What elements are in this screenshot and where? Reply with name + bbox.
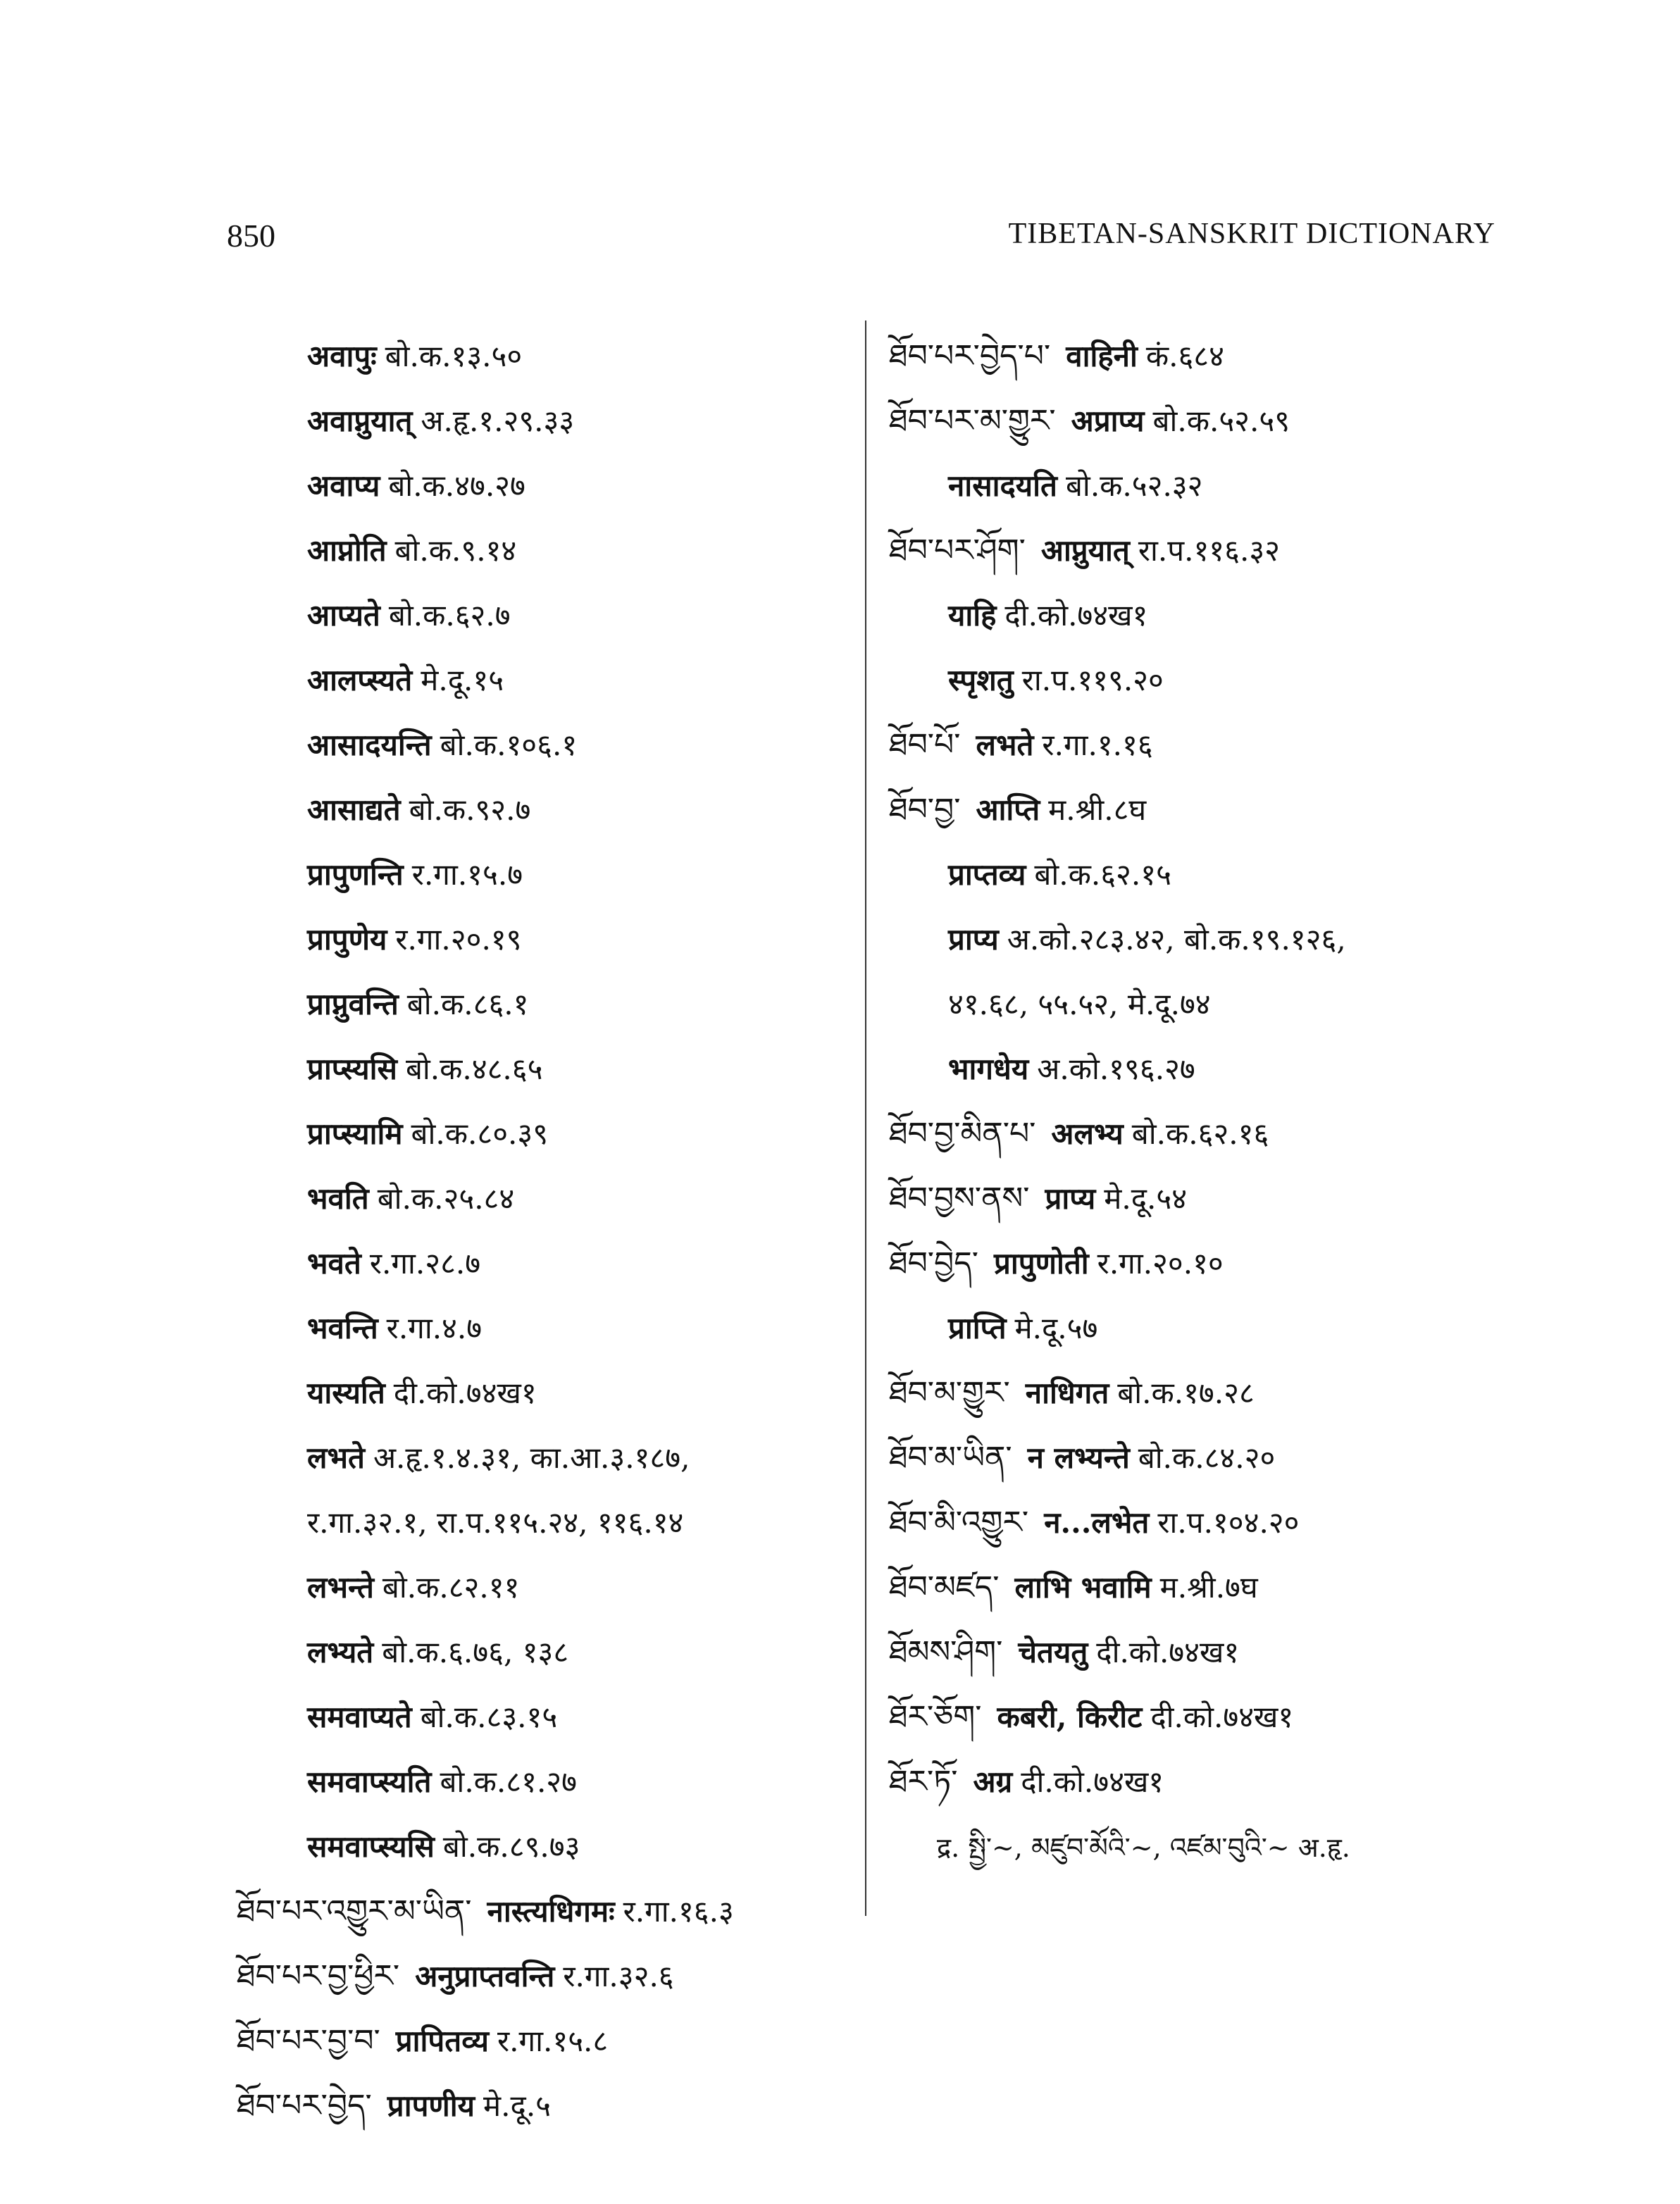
dictionary-entry <box>237 389 857 454</box>
sanskrit-equivalent: लभते <box>307 1440 365 1475</box>
source-reference: र.गा.१५.८ <box>497 2024 609 2058</box>
sanskrit-equivalent: समवाप्स्यसि <box>307 1829 435 1864</box>
source-reference: बो.क.१०६.१ <box>440 728 578 762</box>
sanskrit-equivalent: नाधिगत <box>1025 1376 1109 1410</box>
dictionary-entry <box>237 1685 857 1750</box>
dictionary-entry <box>237 1879 857 1944</box>
source-reference: अ.को.१९६.२७ <box>1037 1052 1195 1086</box>
sanskrit-equivalent: प्रापितव्य <box>395 2024 489 2058</box>
dictionary-entry <box>889 1685 1495 1750</box>
sanskrit-equivalent: आप्नोति <box>307 533 387 568</box>
source-reference: द्र. སྤྱི་~, མཛུབ་མོའི་~, འཛམ་བུའི་~ अ.हृ. <box>937 1832 1350 1863</box>
tibetan-headword: ཐོར་ཏོ་ <box>889 1764 958 1800</box>
dictionary-entry <box>237 518 857 583</box>
dictionary-entry <box>889 1296 1495 1361</box>
source-reference: बो.क.६२.१६ <box>1131 1116 1269 1151</box>
dictionary-entry <box>889 1361 1495 1426</box>
source-reference: दी.को.७४ख१ <box>1004 598 1148 633</box>
sanskrit-equivalent: न...लभेत <box>1044 1505 1150 1540</box>
sanskrit-equivalent: लभन्ते <box>307 1570 374 1605</box>
dictionary-entry <box>237 1296 857 1361</box>
source-reference: र.गा.२०.१९ <box>395 922 522 957</box>
sanskrit-equivalent: आलप्स्यते <box>307 663 413 697</box>
dictionary-entry <box>237 1231 857 1296</box>
dictionary-entry <box>237 1555 857 1620</box>
source-reference: दी.को.७४ख१ <box>1096 1635 1240 1669</box>
tibetan-headword: ཐོབ་བྱ་ <box>889 792 961 828</box>
source-reference: बो.क.८१.२७ <box>440 1764 577 1799</box>
column-divider <box>865 320 866 1916</box>
sanskrit-equivalent: लभ्यते <box>307 1635 374 1669</box>
sanskrit-equivalent: प्राप्स्यामि <box>307 1116 403 1151</box>
source-reference: र.गा.३२.६ <box>563 1959 674 1993</box>
source-reference: र.गा.२८.७ <box>369 1246 481 1281</box>
dictionary-entry <box>889 1814 1495 1879</box>
dictionary-entry <box>889 1490 1495 1555</box>
dictionary-entry <box>237 1037 857 1102</box>
source-reference: र.गा.१६.३ <box>623 1894 734 1929</box>
dictionary-entry <box>237 778 857 842</box>
tibetan-headword: ཐོབ་མ་གྱུར་ <box>889 1375 1010 1411</box>
sanskrit-equivalent: लाभि भवामि <box>1014 1570 1152 1605</box>
tibetan-headword: ཐོབ་པོ་ <box>889 727 961 763</box>
source-reference: ४१.६८, ५५.५२, मे.दू.७४ <box>948 987 1211 1021</box>
source-reference: बो.क.५२.५९ <box>1152 404 1290 438</box>
source-reference: बो.क.८६.१ <box>406 987 529 1021</box>
sanskrit-equivalent: प्रापुणेय <box>307 922 387 957</box>
left-column <box>237 324 857 2138</box>
source-reference: मे.दू.५७ <box>1014 1311 1098 1345</box>
tibetan-headword: ཐོབ་པར་མ་གྱུར་ <box>889 403 1056 439</box>
sanskrit-equivalent: प्रापुणोती <box>993 1246 1089 1281</box>
tibetan-headword: ཐོབ་མི་འགྱུར་ <box>889 1505 1029 1540</box>
source-reference: बो.क.८३.१५ <box>420 1700 558 1734</box>
sanskrit-equivalent: अलभ्य <box>1051 1116 1124 1151</box>
sanskrit-equivalent: भवति <box>307 1181 369 1216</box>
source-reference: बो.क.९.१४ <box>394 533 517 568</box>
sanskrit-equivalent: अवाप्य <box>307 468 380 503</box>
tibetan-headword: ཐོབ་པར་བྱ་ཕྱིར་ <box>237 1958 400 1994</box>
dictionary-entry <box>237 1814 857 1879</box>
sanskrit-equivalent: अनुप्राप्तवन्ति <box>415 1959 555 1993</box>
sanskrit-equivalent: लभते <box>976 728 1034 762</box>
sanskrit-equivalent: आप्यते <box>307 598 380 633</box>
tibetan-headword: ཐོབ་བྱས་ནས་ <box>889 1181 1030 1216</box>
sanskrit-equivalent: याहि <box>948 598 997 633</box>
sanskrit-equivalent: आसादयन्ति <box>307 728 432 762</box>
source-reference: बो.क.९२.७ <box>409 792 531 827</box>
sanskrit-equivalent: अप्राप्य <box>1071 404 1145 438</box>
dictionary-entry <box>237 1490 857 1555</box>
source-reference: अ.हृ.१.४.३१, का.आ.३.१८७, <box>373 1440 690 1475</box>
sanskrit-equivalent: न लभ्यन्ते <box>1027 1440 1130 1475</box>
tibetan-headword: ཐོབ་བྱ་མིན་པ་ <box>889 1116 1036 1152</box>
sanskrit-equivalent: भवन्ति <box>307 1311 378 1345</box>
source-reference: दी.को.७४ख१ <box>1150 1700 1294 1734</box>
dictionary-entry <box>237 972 857 1037</box>
source-reference: बो.क.१७.२८ <box>1117 1376 1255 1410</box>
sanskrit-equivalent: आसाद्यते <box>307 792 401 827</box>
sanskrit-equivalent: प्रापणीय <box>387 2088 475 2123</box>
sanskrit-equivalent: स्पृशतु <box>948 663 1014 697</box>
dictionary-entry <box>237 1426 857 1490</box>
sanskrit-equivalent: अवापुः <box>307 339 377 373</box>
dictionary-entry <box>237 1944 857 2009</box>
source-reference: र.गा.४.७ <box>386 1311 483 1345</box>
source-reference: बो.क.४८.६५ <box>405 1052 543 1086</box>
dictionary-entry <box>237 648 857 713</box>
source-reference: र.गा.१.१६ <box>1042 728 1153 762</box>
source-reference: म.श्री.८घ <box>1048 792 1147 827</box>
dictionary-entry <box>889 1102 1495 1166</box>
dictionary-entry <box>889 778 1495 842</box>
dictionary-entry <box>889 907 1495 972</box>
dictionary-entry <box>889 1750 1495 1814</box>
dictionary-entry <box>237 454 857 518</box>
tibetan-headword: ཐོབ་པར་འགྱུར་མ་ཡིན་ <box>237 1893 472 1929</box>
source-reference: अ.हृ.१.२९.३३ <box>421 404 575 438</box>
sanskrit-equivalent: भागधेय <box>948 1052 1029 1086</box>
tibetan-headword: ཐོབ་པར་ཤོག་ <box>889 533 1026 568</box>
dictionary-entry <box>237 1361 857 1426</box>
dictionary-entry <box>889 1555 1495 1620</box>
sanskrit-equivalent: चेतयतु <box>1018 1635 1088 1669</box>
source-reference: दी.को.७४ख१ <box>393 1376 537 1410</box>
source-reference: बो.क.१३.५० <box>385 339 523 373</box>
dictionary-entry <box>889 1231 1495 1296</box>
dictionary-entry <box>889 1426 1495 1490</box>
sanskrit-equivalent: अग्र <box>973 1764 1013 1799</box>
source-reference: बो.क.६२.७ <box>388 598 511 633</box>
source-reference: मे.दू.१५ <box>421 663 504 697</box>
dictionary-entry <box>237 2009 857 2074</box>
sanskrit-equivalent: प्राप्नुवन्ति <box>307 987 399 1021</box>
sanskrit-equivalent: प्राप्स्यसि <box>307 1052 397 1086</box>
source-reference: अ.को.२८३.४२, बो.क.१९.१२६, <box>1007 922 1346 957</box>
dictionary-entry <box>237 583 857 648</box>
dictionary-entry <box>889 648 1495 713</box>
dictionary-entry <box>889 1620 1495 1685</box>
sanskrit-equivalent: नास्त्यधिगमः <box>487 1894 615 1929</box>
source-reference: बो.क.६२.१५ <box>1034 857 1171 892</box>
source-reference: बो.क.८४.२० <box>1138 1440 1276 1475</box>
dictionary-entry <box>889 713 1495 778</box>
source-reference: म.श्री.७घ <box>1159 1570 1258 1605</box>
tibetan-headword: ཐོར་ཅོག་ <box>889 1699 982 1735</box>
sanskrit-equivalent: नासादयति <box>948 468 1057 503</box>
source-reference: बो.क.५२.३२ <box>1065 468 1203 503</box>
dictionary-entry <box>889 454 1495 518</box>
dictionary-entry <box>237 842 857 907</box>
source-reference: बो.क.८०.३९ <box>411 1116 549 1151</box>
tibetan-headword: ཐོབ་པར་བྱེད་ <box>237 2088 372 2124</box>
source-reference: र.गा.३२.१, रा.प.११५.२४, ११६.१४ <box>307 1505 684 1540</box>
tibetan-headword: ཐོམས་ཤིག་ <box>889 1634 1003 1670</box>
source-reference: बो.क.८९.७३ <box>442 1829 580 1864</box>
sanskrit-equivalent: आप्ति <box>976 792 1040 827</box>
sanskrit-equivalent: भवते <box>307 1246 361 1281</box>
sanskrit-equivalent: अवाप्नुयात् <box>307 404 413 438</box>
tibetan-headword: ཐོབ་མཛད་ <box>889 1569 1000 1605</box>
page-number: 850 <box>227 218 275 254</box>
source-reference: मे.दू.५४ <box>1104 1181 1188 1216</box>
dictionary-entry <box>889 518 1495 583</box>
source-reference: बो.क.६.७६, १३८ <box>382 1635 569 1669</box>
sanskrit-equivalent: समवाप्यते <box>307 1700 412 1734</box>
source-reference: दी.को.७४ख१ <box>1021 1764 1164 1799</box>
source-reference: कं.६८४ <box>1145 339 1224 373</box>
source-reference: बो.क.२५.८४ <box>377 1181 515 1216</box>
sanskrit-equivalent: प्राप्ति <box>948 1311 1007 1345</box>
sanskrit-equivalent: आप्नुयात् <box>1040 533 1130 568</box>
dictionary-entry <box>237 1102 857 1166</box>
dictionary-entry <box>237 713 857 778</box>
tibetan-headword: ཐོབ་པར་བྱེད་པ་ <box>889 338 1051 374</box>
dictionary-entry <box>237 324 857 389</box>
sanskrit-equivalent: प्राप्य <box>1045 1181 1096 1216</box>
tibetan-headword: ཐོབ་བྱེད་ <box>889 1245 978 1281</box>
dictionary-entry <box>889 389 1495 454</box>
right-column <box>889 324 1495 1879</box>
source-reference: बो.क.८२.११ <box>382 1570 520 1605</box>
sanskrit-equivalent: कबरी, किरीट <box>997 1700 1143 1734</box>
dictionary-entry <box>237 1620 857 1685</box>
source-reference: बो.क.४७.२७ <box>388 468 525 503</box>
source-reference: र.गा.१५.७ <box>411 857 523 892</box>
source-reference: रा.प.११६.३२ <box>1138 533 1281 568</box>
source-reference: रा.प.१०४.२० <box>1157 1505 1300 1540</box>
dictionary-entry <box>889 324 1495 389</box>
dictionary-entry <box>237 907 857 972</box>
dictionary-entry <box>889 1037 1495 1102</box>
tibetan-headword: ཐོབ་པར་བྱ་བ་ <box>237 2023 380 2059</box>
sanskrit-equivalent: समवाप्स्यति <box>307 1764 432 1799</box>
running-head-title: TIBETAN-SANSKRIT DICTIONARY <box>1008 218 1495 250</box>
dictionary-entry <box>237 1166 857 1231</box>
dictionary-entry <box>889 972 1495 1037</box>
dictionary-entry <box>237 1750 857 1814</box>
sanskrit-equivalent: प्राप्तव्य <box>948 857 1026 892</box>
sanskrit-equivalent: प्राप्य <box>948 922 999 957</box>
dictionary-entry <box>889 583 1495 648</box>
sanskrit-equivalent: वाहिनी <box>1066 339 1138 373</box>
dictionary-entry <box>237 2074 857 2138</box>
sanskrit-equivalent: प्रापुणन्ति <box>307 857 404 892</box>
sanskrit-equivalent: यास्यति <box>307 1376 385 1410</box>
dictionary-entry <box>889 842 1495 907</box>
dictionary-entry <box>889 1166 1495 1231</box>
source-reference: मे.दू.५ <box>483 2088 552 2123</box>
source-reference: रा.प.११९.२० <box>1021 663 1164 697</box>
tibetan-headword: ཐོབ་མ་ཡིན་ <box>889 1440 1012 1476</box>
source-reference: र.गा.२०.१० <box>1097 1246 1224 1281</box>
